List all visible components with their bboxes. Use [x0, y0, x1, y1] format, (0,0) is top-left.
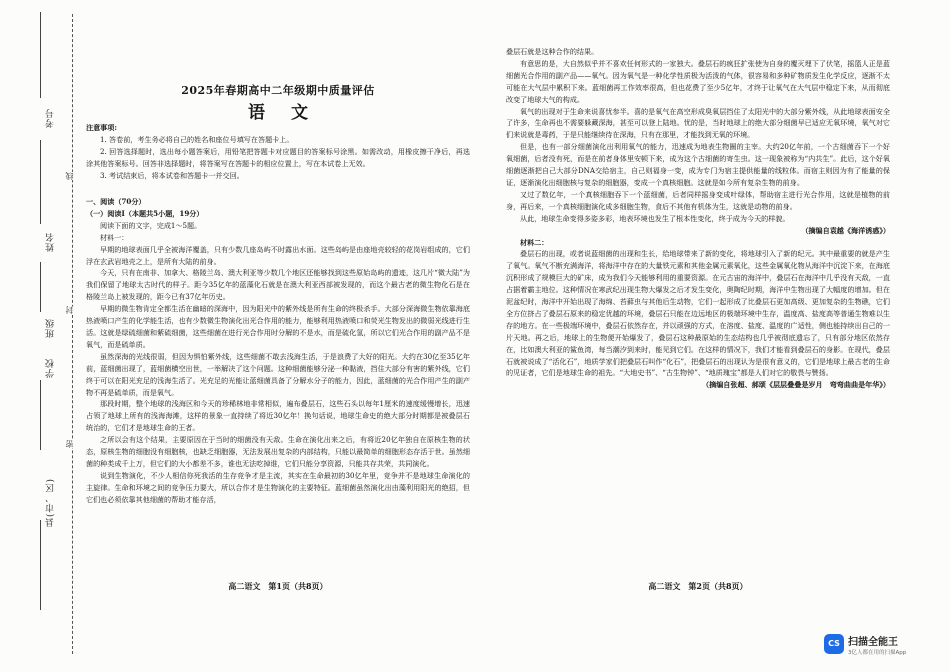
paragraph: 氧气的出现对于生命来说喜忧参半。喜的是氧气在高空形成臭氧层挡住了太阳光中的大部分紫外线，从此地球表面安全了许多，生命再也不需要躲藏深海，甚至可以登上陆地。忧的是，当时地球上的绝大部分细菌早已适应无氧环境，氧气对它们来说就是毒药，于是只能继续待在深海，只有在那里，才能找到无氧的环境。	[506, 106, 890, 140]
cut-mark-seal: 密	[65, 440, 74, 448]
source-citation: （摘编自袁越《海洋诱惑》）	[801, 225, 890, 235]
sub-section-title: （一）阅读Ⅰ（本题共5小题，19分）	[86, 208, 204, 218]
watermark-subtitle: 3亿人都在用的扫描App	[848, 650, 907, 656]
school-label: 学校	[46, 358, 56, 378]
cut-mark-seal2: 封	[65, 306, 74, 314]
material-label: 材料一：	[100, 232, 129, 242]
material-label: 材料二：	[520, 237, 549, 247]
scanner-watermark	[824, 632, 942, 662]
paragraph: 说到生物演化，不少人相信你死我活的生存竞争才是主流，其实在生命最初的30亿年里，竞争并不是地球生命演化的主旋律。生命和环境之间的竞争压力要大，所以合作才是生物演化的主要特征。蓝细菌虽然演化出由藻利用阳光的绝招，但它们也必须依靠其他细菌的帮助才能存活，	[86, 470, 470, 504]
paragraph: 叠层石就是这种合作的结果。	[506, 47, 599, 56]
watermark-name: 扫描全能王	[848, 637, 898, 648]
note-item: 3. 考试结束后，将本试卷和答题卡一并交回。	[100, 170, 244, 180]
paragraph: 早期的地球表面几乎全被海洋覆盖，只有少数几座岛屿不时露出水面。这些岛屿是由座地壳较轻的花岗岩组成的，它们浮在玄武岩地壳之上，是所有大陆的前身。	[86, 244, 470, 266]
notes-title: 注意事项:	[86, 123, 117, 132]
exam-no-line	[40, 12, 41, 98]
binding-strip	[0, 0, 82, 672]
page-footer: 高二语文 第1页（共8页）	[228, 581, 328, 591]
county-label: 县(市、区)	[46, 478, 56, 528]
paragraph: 从此，地球生命变得多姿多彩，地表环境也发生了根本性变化，终于成为今天的样貌。	[520, 213, 790, 223]
page-2	[506, 0, 890, 672]
name-line	[40, 140, 41, 224]
paragraph: 又过了数亿年，一个真核细胞吞下一个蓝细菌，后者同样摇身变成叶绿体，帮助宿主进行光合作用，这就是植物的前身，再后来，一个真核细胞演化成多细胞生物，食后不其他有机体为生，这就是动物的前身。	[506, 189, 890, 211]
school-line	[40, 380, 41, 450]
class-line	[40, 262, 41, 312]
exam-title: 2025年春期高中二年级期中质量评估	[181, 84, 375, 97]
reading-section	[86, 196, 470, 506]
note-item: 1. 答卷前，考生务必将自己的姓名和座位号填写在答题卡上。	[100, 134, 294, 144]
section-title: 一、阅读（70分）	[86, 197, 146, 206]
paragraph: 虽然深海的光线很弱，但因为惧怕紫外线，这些细菌不敢去浅海生活，于是浪费了大好的阳光。大约在30亿至35亿年前，蓝细菌出现了，蓝细菌横空出世，一举解决了这个问题。这种细菌能够分泌一种黏液，挡住大部分有害的紫外线，它们终于可以在阳光充足的浅海生活了。光充足的光能让蓝细菌具备了分解水分子的能力，因此，蓝细菌的光合作用产生的副产物不再是硫单质，而是氧气。	[86, 351, 470, 397]
instruction: 阅读下面的文字，完成1～5题。	[100, 220, 202, 230]
paragraph: 有意思的是，大自然似乎并不喜欢任何形式的一家独大。叠层石的疯狂扩张使为自身的覆灭埋下了伏笔，摇篮人正是蓝细菌光合作用的副产品——氧气。因为氧气是一种化学性质极为活泼的气体，很容易和多种矿物质发生化学反应，逐渐不太可能在大气层中累积下来。蓝细菌再工作效率很高，但也花费了至少5亿年，才终于让氧气在大气层中稳定下来，从而彻底改变了地球大气的构成。	[506, 58, 890, 104]
class-label: 班级	[46, 318, 56, 338]
page-1	[86, 0, 470, 672]
paragraph: 叠层石的出现，或者说蓝细菌的出现和生长，给地球带来了新的变化，将地球引入了新的纪元。其中最重要的就是产生了氧气。氧气不断充满海洋，将海洋中存在的大量铁元素和其他金属元素氧化，这些金属氧化物从海洋中沉淀下来，在海底沉积形成了规模巨大的矿床，成为我们今天能够利用的重要资源。在元古宙的海洋中，叠层石在海洋中几乎没有天敌，一直占据着霸主地位。这种情况在寒武纪出现生物大爆发之后才发生变化，奥陶纪时期，海洋中生物出现了大幅度的增加。但在泥盆纪时，海洋中开始出现了海绵、苔藓虫与其他后生动物，它们一起形成了比叠层石更加高级、更加复杂的生物礁，它们全方位挤占了叠层石原来的稳定优越的环境，叠层石只能在边远地区的极端环境中生存，温度高、盐度高等普通生物难以生存的地方。在一些极端环境中，叠层石依然存在，并以顽强的方式，在溶度、盐度、温度的广适性，侧也能持续出自己的一片天地。再之后，地球上的生物便开始爆发了，叠层石这种最原始的生态结构也几乎被彻底遗忘了，只有部分地区依然存在，比如澳大利亚的鲨鱼湾，每当潮汐到来时，能见到它们。在这样的情况下，我们才能看到叠层石的身影。在现代，叠层石就被说成了“活化石”，地质学家们把叠层石叫作“化石”，把叠层石的出现认为是很有意义的，它们是地球上最古老的生命的见证者，它们是地球生命的祖先。“大地史书”、“古生物钟”、“地质瑰宝”都是人们对它的敬畏与赞扬。	[506, 249, 890, 378]
name-label: 姓名	[46, 232, 56, 252]
source-citation: （摘编自张超、郝颂《层层叠叠是岁月 弯弯曲曲是年华》）	[702, 380, 890, 390]
notes-block	[86, 122, 470, 182]
exam-no-label: 考号	[46, 108, 56, 128]
paragraph: 今天，只有在南非、加拿大、格陵兰岛、澳大利亚等少数几个地区还能够找到这些原始岛屿的遗迹，这几片“微大陆”为我们保留了地球太古时代的样子。距今35亿年的蓝藻化石就是在澳大利亚西部被发现的，而这个最古老的微生物化石是在格陵兰岛上被发现的，距今已有37亿年历史。	[86, 268, 470, 302]
paragraph: 早期的微生物肯定全都生活在幽暗的深海中，因为阳光中的紫外线是所有生命的终极杀手。大部分深海微生物依靠海底热液喷口产生的化学能生活，也有少数微生物演化出光合作用的能力，能够利用热液喷口和荧光生物发出的微弱光线进行生活。这就是绿硫细菌和紫硫细菌，这些细菌在进行光合作用时分解的不是水，而是硫化氢，所以它们光合作用的副产品不是氧气，而是硫单质。	[86, 304, 470, 349]
paragraph: 之所以会有这个结果，主要原因在于当时的细菌没有天敌。生命在演化出来之后，有将近20亿年独自在原核生物的状态，原核生物的细胞没有细胞核，也缺乏细胞器，无法发展出复杂的内部结构，只能以最简单的细胞形态存活于世。虽然细菌的种类成千上万，但它们的大小都差不多，谁也无法吃掉谁，它们只能分享资源，只能共存共荣，共同演化。	[86, 435, 470, 468]
cut-mark-line: 线	[65, 172, 74, 180]
note-item: 2. 回答选择题时，选出每小题答案后，用铅笔把答题卡对应题目的答案标号涂黑。如需改动，用橡皮擦干净后，再选涂其他答案标号。回答非选择题时，将答案写在答题卡的相应位置上，写在本试卷上无效。	[86, 146, 470, 168]
cut-line	[72, 14, 73, 654]
county-line	[40, 520, 41, 610]
paragraph: 但是，也有一部分细菌演化出利用氧气的能力，迅速成为地表生物圈的主宰。大约20亿年前，一个古细菌吞下一个好氧细菌，后者没有死，而是在前者身体里安顿下来，成为这个古细菌的寄生虫。这一现象被称为“内共生”。此后，这个好氧细菌逐渐把自己大部分DNA交给宿主，自己则福身一变，成为专门为宿主提供能量的线粒体。而宿主则因为有了能量的保证，逐渐演化出细胞核与复杂的细胞器，变成一个真核细胞。这就是如今所有复杂生物的前身。	[506, 142, 890, 187]
subject-title: 语文	[248, 103, 334, 123]
paragraph: 那段时期，整个地球的浅海区和今天的珍稀林地非常相似，遍布叠层石，这些石头以每年1厘米的速度缓慢增长，迅速占领了地球上所有的浅海海滩，这样的景象一直持续了将近30亿年！换句话说，地球生命史的绝大部分时期都是被叠层石统治的，它们才是地球生命的王者。	[86, 399, 470, 433]
right-text	[506, 46, 890, 391]
camscanner-logo-icon: CS	[824, 634, 844, 654]
page-footer: 高二语文 第2页（共8页）	[648, 581, 748, 591]
